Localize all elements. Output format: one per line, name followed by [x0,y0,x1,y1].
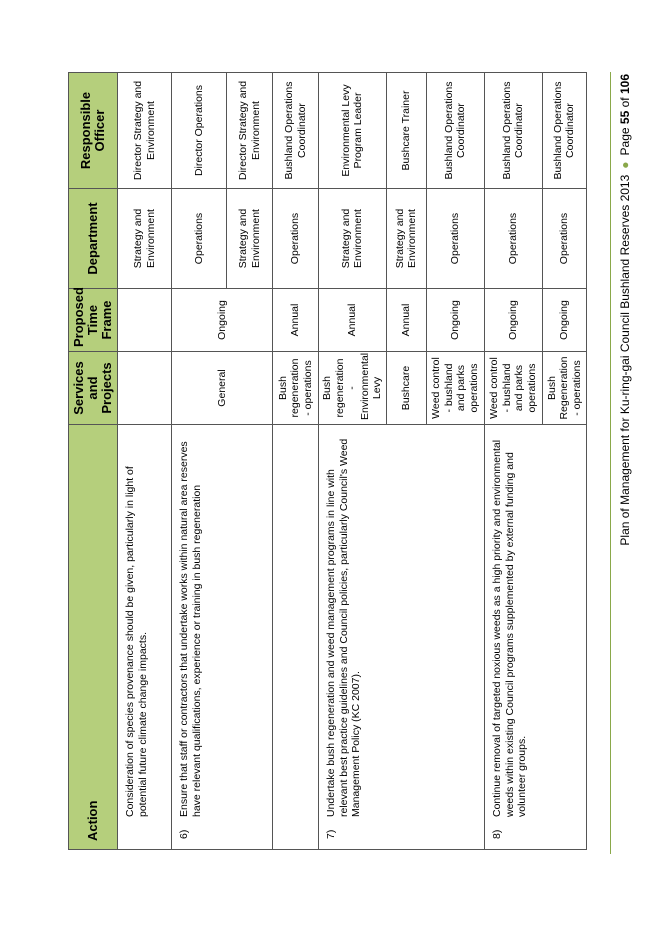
department-cell: Operations [273,189,319,289]
services-cell [118,352,172,425]
table-row [172,73,227,850]
department-cell: Operations [484,189,542,289]
timeframe-cell: Annual [273,289,319,352]
officer-cell: Director Strategy and Environment [118,73,172,189]
table-row [319,73,387,850]
services-cell: Bush regeneration - operations [273,352,319,425]
department-cell: Operations [426,189,484,289]
officer-cell: Environmental Levy Program Leader [319,73,387,189]
action-cell [319,425,485,850]
header-timeframe: Proposed Time Frame [69,289,118,352]
services-cell: Weed control - bushland and parks operations [426,352,484,425]
officer-cell: Director Strategy and Environment [227,73,273,189]
page-current: 55 [618,110,632,125]
timeframe-cell [118,289,172,352]
action-cell [118,425,172,850]
officer-cell: Bushland Operations Coordinator [426,73,484,189]
item-number: 7) [325,829,337,839]
timeframe-cell: Ongoing [426,289,484,352]
item-number: 8) [490,829,503,839]
action-text: Undertake bush regeneration and weed management programs in line with relevant best practice guidelines and Council policies, particularly Council's Weed Management Policy (KC 2007). [325,438,363,817]
timeframe-cell: Ongoing [172,289,273,352]
officer-cell: Bushcare Trainer [386,73,426,189]
action-text: Consideration of species provenance should be given, particularly in light of potential future climate change impacts. [124,466,149,817]
department-cell: Strategy and Environment [227,189,273,289]
page-of: of [618,97,632,108]
action-cell [172,425,273,850]
officer-cell: Bushland Operations Coordinator [484,73,542,189]
item-number: 6) [178,829,190,839]
table-header-row [69,73,118,850]
header-services: Services and Projects [69,352,118,425]
action-cell [484,425,586,850]
bullet-icon: ● [618,161,632,169]
services-cell: Bushcare [386,352,426,425]
table-row [273,73,319,850]
officer-cell: Bushland Operations Coordinator [273,73,319,189]
action-cell [273,425,319,850]
department-cell: Strategy and Environment [386,189,426,289]
department-cell: Strategy and Environment [319,189,387,289]
action-text: Ensure that staff or contractors that undertake works within natural area reserves have relevant qualifications, experience or training in bush regeneration [178,441,203,817]
table-row [484,73,542,850]
action-table [68,72,587,850]
timeframe-cell: Annual [386,289,426,352]
timeframe-cell: Ongoing [542,289,586,352]
officer-cell: Bushland Operations Coordinator [542,73,586,189]
action-text: Continue removal of targeted noxious weeds as a high priority and environmental weeds within existing Council programs supplemented by external funding and volunteer groups. [490,439,529,817]
department-cell: Operations [172,189,227,289]
timeframe-cell: Annual [319,289,387,352]
page-footer [618,74,632,546]
timeframe-cell: Ongoing [484,289,542,352]
services-cell: Bush Regeneration - operations [542,352,586,425]
header-officer: Responsible Officer [69,73,118,189]
officer-cell: Director Operations [172,73,227,189]
header-action: Action [69,425,118,850]
page-label: Page [618,127,632,156]
department-cell: Operations [542,189,586,289]
footer-rule [610,72,611,854]
table-row [118,73,172,850]
services-cell: General [172,352,273,425]
department-cell: Strategy and Environment [118,189,172,289]
page-total: 106 [618,74,632,95]
services-cell: Weed control - bushland and parks operations [484,352,542,425]
services-cell: Bush regeneration - Environmental Levy [319,352,387,425]
header-department: Department [69,189,118,289]
footer-title: Plan of Management for Ku-ring-gai Council Bushland Reserves 2013 [618,174,632,546]
